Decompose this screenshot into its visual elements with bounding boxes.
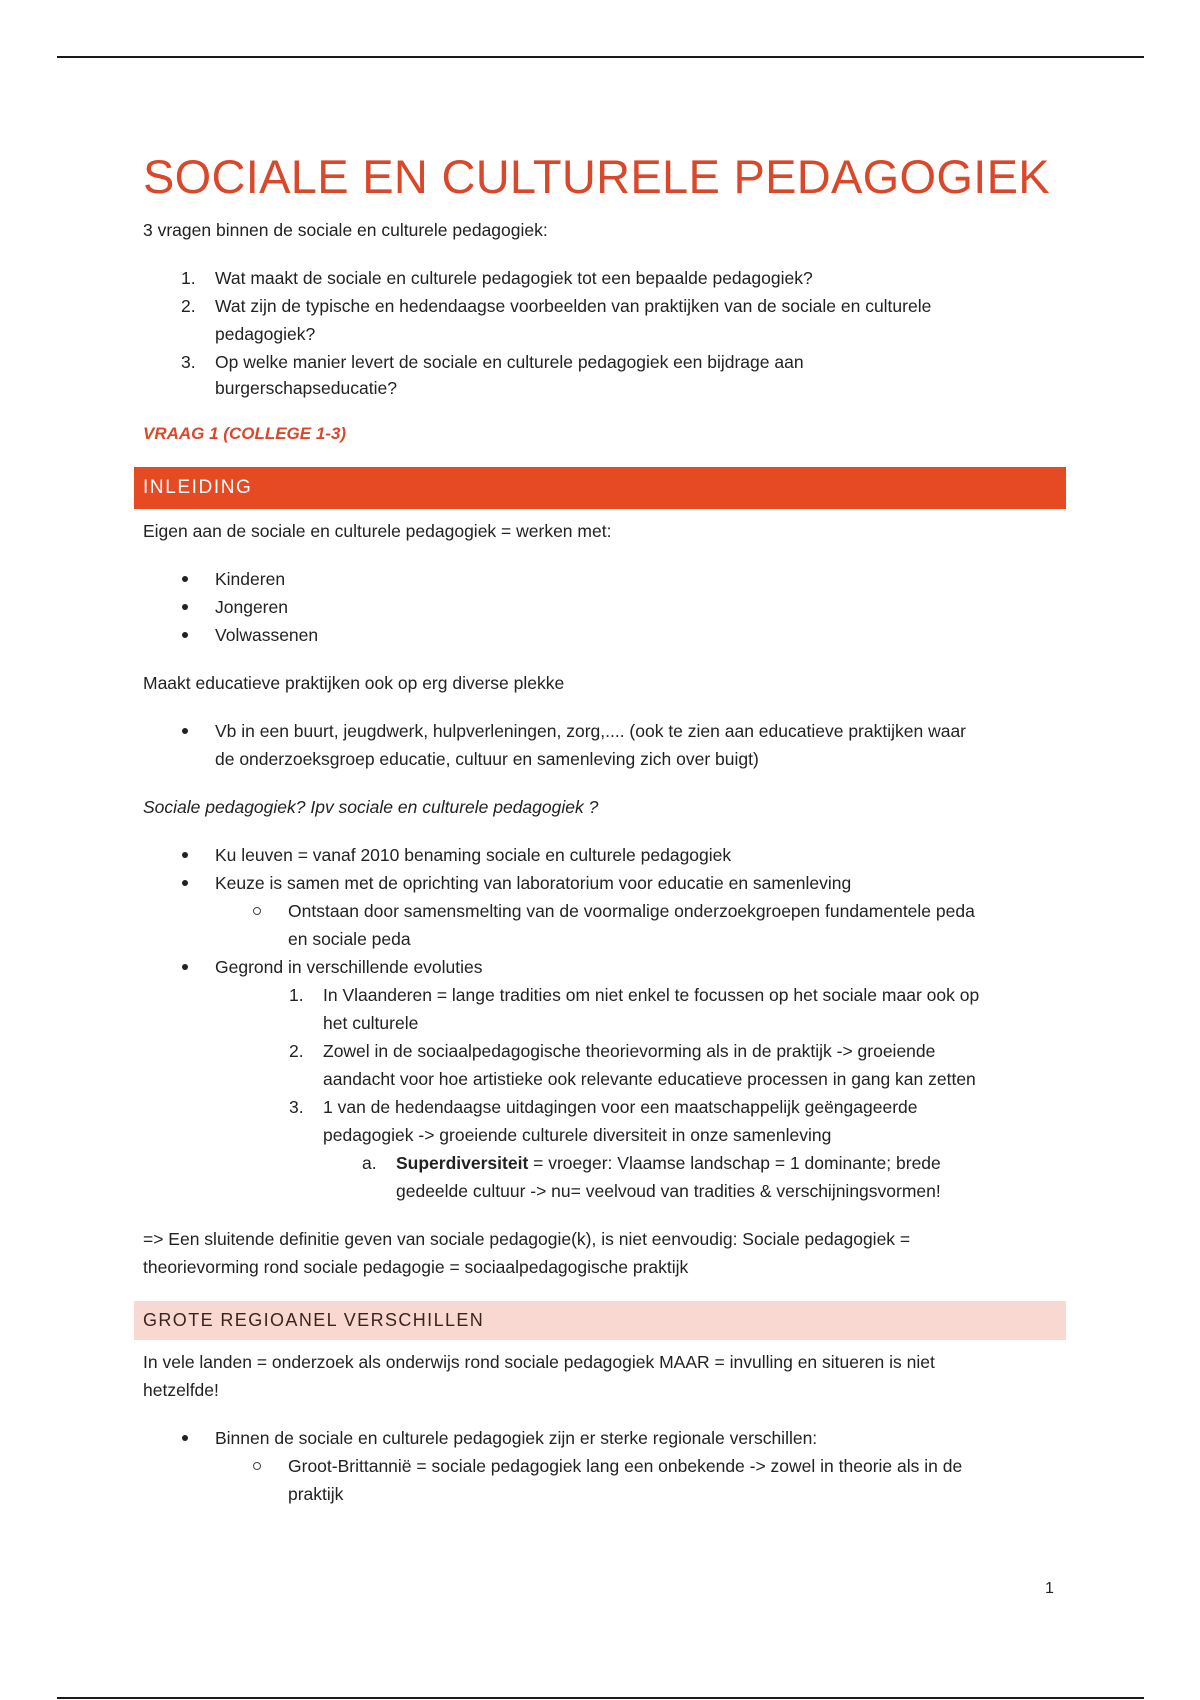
list-item: Binnen de sociale en culturele pedagogiek zijn er sterke regionale verschillen: xyxy=(143,1424,1068,1452)
bullet-icon xyxy=(182,632,188,638)
paragraph: Maakt educatieve praktijken ook op erg diverse plekke xyxy=(143,673,565,694)
question-3 xyxy=(143,348,1068,402)
sub-bullet-icon xyxy=(253,1462,261,1470)
bullet-icon xyxy=(182,964,188,970)
bold-term: Superdiversiteit xyxy=(396,1153,529,1174)
page-title: SOCIALE EN CULTURELE PEDAGOGIEK xyxy=(143,150,1050,203)
intro-text: 3 vragen binnen de sociale en culturele pedagogiek: xyxy=(143,220,548,241)
list-number: 1. xyxy=(289,985,304,1006)
section-heading-inleiding: INLEIDING xyxy=(134,467,1066,509)
bullet-icon xyxy=(182,604,188,610)
list-item: Vb in een buurt, jeugdwerk, hulpverleningen, zorg,.... (ook te zien aan educatieve praktijken waar de onderzoeksgroep educatie, cultuur en samenleving zich over buigt) xyxy=(143,717,1068,773)
list-item: 1. In Vlaanderen = lange tradities om niet enkel te focussen op het sociale maar ook op het culturele xyxy=(143,981,1068,1037)
list-item: Keuze is samen met de oprichting van laboratorium voor educatie en samenleving xyxy=(143,869,1068,897)
document-page xyxy=(143,140,1068,1508)
subheading-vraag-1: VRAAG 1 (COLLEGE 1-3) xyxy=(143,424,347,444)
list-number: 3. xyxy=(181,352,196,373)
list-number: 2. xyxy=(181,296,196,317)
bullet-icon xyxy=(182,852,188,858)
footer-rule xyxy=(57,1697,1144,1699)
list-number: 3. xyxy=(289,1097,304,1118)
header-rule xyxy=(57,56,1144,58)
list-item: Jongeren xyxy=(143,593,1068,621)
list-number: 2. xyxy=(289,1041,304,1062)
list-item: Gegrond in verschillende evoluties xyxy=(143,953,1068,981)
list-letter: a. xyxy=(362,1153,377,1174)
paragraph: Eigen aan de sociale en culturele pedagogiek = werken met: xyxy=(143,521,612,542)
bullet-list xyxy=(143,841,1068,1205)
question-line: Op welke manier levert de sociale en culturele pedagogiek een bijdrage aan xyxy=(215,352,804,373)
list-item: Ontstaan door samensmelting van de voormalige onderzoekgroepen fundamentele peda en sociale peda xyxy=(143,897,1068,953)
bullet-icon xyxy=(182,728,188,734)
bullet-icon xyxy=(182,880,188,886)
paragraph: In vele landen = onderzoek als onderwijs rond sociale pedagogiek MAAR = invulling en situeren is niet hetzelfde! xyxy=(143,1352,935,1401)
list-item: 3. 1 van de hedendaagse uitdagingen voor een maatschappelijk geëngageerde pedagogiek -> groeiende culturele diversiteit in onze samenleving xyxy=(143,1093,1068,1149)
page-number: 1 xyxy=(1045,1580,1054,1597)
bullet-list xyxy=(143,1424,1068,1508)
list-item: Kinderen xyxy=(143,565,1068,593)
list-item: a. Superdiversiteit = vroeger: Vlaamse landschap = 1 dominante; brede gedeelde cultuur -> nu= veelvoud van tradities & verschijningsvormen! xyxy=(143,1149,1068,1205)
bullet-list xyxy=(143,565,1068,649)
question-line: Wat zijn de typische en hedendaagse voorbeelden van praktijken van de sociale en culturele xyxy=(215,296,932,317)
italic-question: Sociale pedagogiek? Ipv sociale en culturele pedagogiek ? xyxy=(143,797,599,818)
list-item: 2. Zowel in de sociaalpedagogische theorievorming als in de praktijk -> groeiende aandacht voor hoe artistieke ook relevante educatieve processen in gang kan zetten xyxy=(143,1037,1068,1093)
section-heading-regionale-verschillen: GROTE REGIOANEL VERSCHILLEN xyxy=(134,1301,1066,1340)
question-line: pedagogiek? xyxy=(215,324,316,345)
bullet-icon xyxy=(182,576,188,582)
sub-bullet-icon xyxy=(253,907,261,915)
conclusion-paragraph: => Een sluitende definitie geven van sociale pedagogie(k), is niet eenvoudig: Sociale pedagogiek = theorievorming rond sociale pedagogie = sociaalpedagogische praktijk xyxy=(143,1229,911,1278)
bullet-icon xyxy=(182,1435,188,1441)
question-1 xyxy=(143,264,1068,292)
questions-list xyxy=(143,264,1068,402)
list-item: Volwassenen xyxy=(143,621,1068,649)
bullet-list xyxy=(143,717,1068,773)
question-line: Wat maakt de sociale en culturele pedagogiek tot een bepaalde pedagogiek? xyxy=(215,268,813,289)
list-number: 1. xyxy=(181,268,196,289)
list-item: Groot-Brittannië = sociale pedagogiek lang een onbekende -> zowel in theorie als in de praktijk xyxy=(143,1452,1068,1508)
list-item: Ku leuven = vanaf 2010 benaming sociale en culturele pedagogiek xyxy=(143,841,1068,869)
question-line: burgerschapseducatie? xyxy=(215,378,397,399)
question-2 xyxy=(143,292,1068,348)
